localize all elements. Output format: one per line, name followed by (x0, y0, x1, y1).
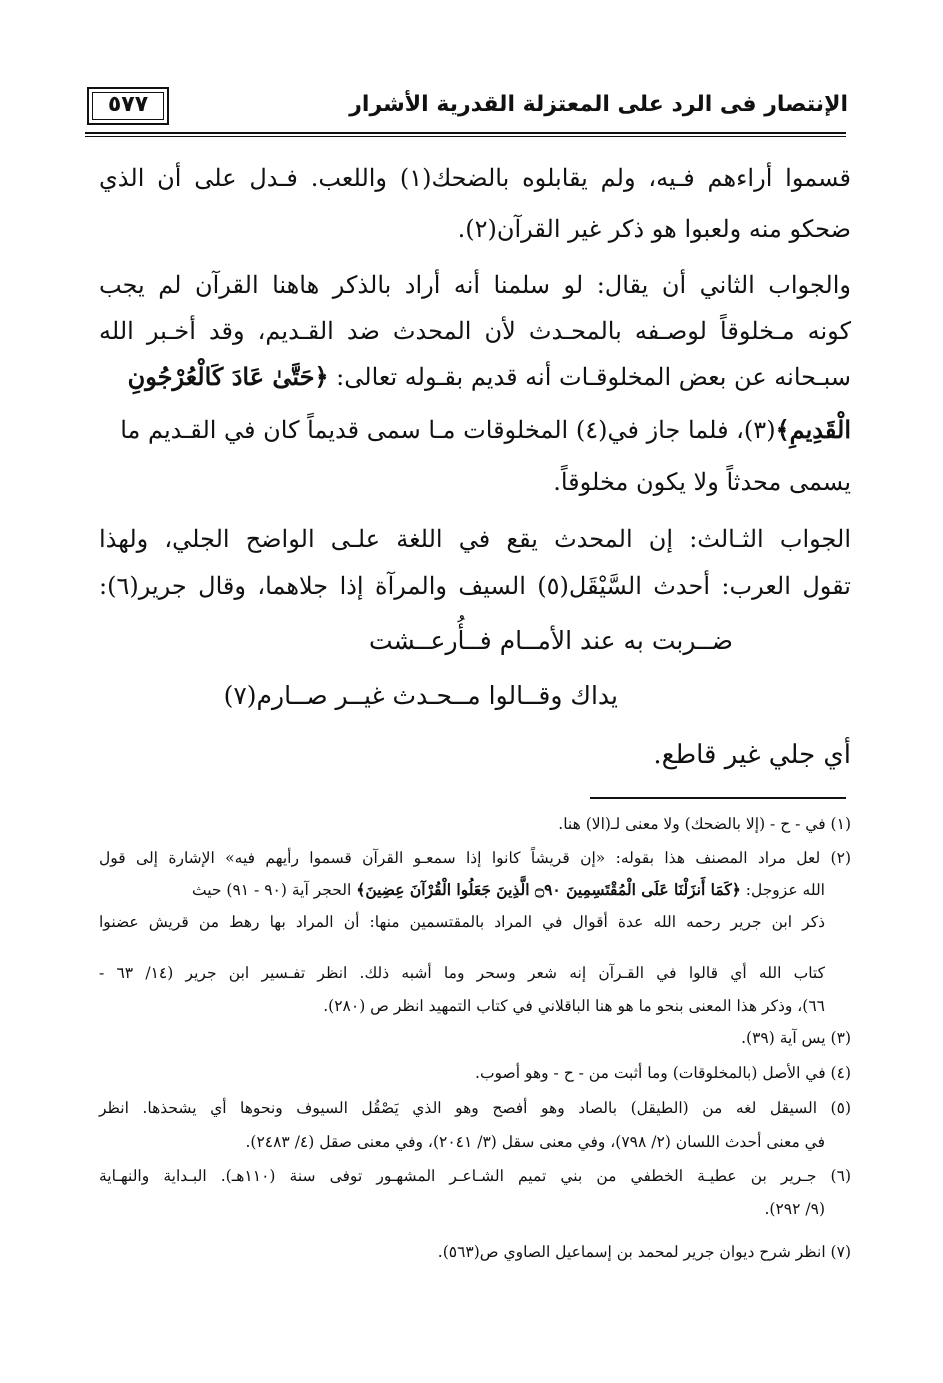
footnote: (٦) جـرير بن عطيـة الخطفي من بني تميم الشـاعـر المشهـور توفى سنة (١١٠هـ). البـداية والنهـاية (99, 1167, 851, 1185)
body-line: تقول العرب: أحدث السَّيْقَل(٥) السيف والمرآة إذا جلاهما، وقال جرير(٦): (99, 572, 851, 600)
poem-verse-line: يداك وقــالوا مــحـدث غيــر صــارم(٧) (223, 681, 618, 710)
footnote: (٧) انظر شرح ديوان جرير لمحمد بن إسماعيل الصاوي ص(٥٦٣). (437, 1243, 851, 1261)
body-text: سبـحانه عن بعض المخلوقـات أنه قديم بقـوله تعالى: (336, 363, 851, 391)
body-line: يسمى محدثاً ولا يكون مخلوقاً. (553, 468, 851, 496)
footnote-separator (590, 797, 846, 799)
body-text: (٣)، فلما جاز في(٤) المخلوقات مـا سمى قديماً كان في القـديم ما (120, 416, 776, 444)
quran-verse: ﴿كَمَا أَنزَلْنَا عَلَى الْمُقْتَسِمِينَ ۝٩٠ الَّذِينَ جَعَلُوا الْقُرْآنَ عِضِينَ﴾ (356, 880, 741, 899)
footnote: في معنى أحدث اللسان (٢/ ٧٩٨)، وفي معنى سقل (٣/ ٢٠٤١)، وفي معنى صقل (٤/ ٢٤٨٣). (245, 1133, 825, 1151)
body-line: أي جلي غير قاطع. (653, 740, 851, 770)
body-line: الجواب الثـالث: إن المحدث يقع في اللغة علـى الواضح الجلي، ولهذا (99, 525, 851, 553)
footnote: (٤) في الأصل (بالمخلوقات) وما أثبت من - ح - وهو أصوب. (475, 1064, 851, 1082)
quran-verse-end: الْقَدِيمِ﴾ (775, 415, 851, 444)
footnote-text: الله عزوجل: (745, 881, 825, 899)
footnote: كتاب الله أي قالوا في القـرآن إنه شعر وسحر وما أشبه ذلك. انظر تفـسير ابن جرير (١٤/ ٦٣ - (99, 964, 825, 982)
page-number-box (87, 87, 169, 125)
body-line (99, 357, 851, 397)
body-line: والجواب الثاني أن يقال: لو سلمنا أنه أراد بالذكر هاهنا القرآن لم يجب (99, 271, 851, 299)
footnote: (١) في - ح - (إلا بالضحك) ولا معنى لـ(الا) هنا. (558, 815, 851, 833)
quran-verse: ﴿حَتَّىٰ عَادَ كَالْعُرْجُونِ (127, 362, 329, 391)
body-line (99, 410, 851, 450)
footnote: (٥) السيقل لغه من (الطيقل) بالصاد وهو أفصح وهو الذي يَصْقُل السيوف ونحوها أي يشحذها. انظر (99, 1099, 851, 1117)
page-number: ٥٧٧ (107, 92, 149, 117)
poem-verse-line: ضــربت به عند الأمــام فــأُرعــشت (369, 626, 733, 655)
footnote: (٢) لعل مراد المصنف هذا بقوله: «إن قريشاً كانوا إذا سمعـو القرآن قسموا رأيهم فيه» الإشارة إلى قول (99, 849, 851, 867)
footnote: (٣) يس آية (٣٩). (741, 1029, 851, 1047)
footnote: ذكر ابن جرير رحمه الله عدة أقوال في المراد بالمقتسمين منها: أن المراد بها رهط من قريش عضنوا (99, 913, 825, 931)
footnote-text: الحجر آية (٩٠ - ٩١) حيث (192, 881, 352, 899)
body-line: ضحكو منه ولعبوا هو ذكر غير القرآن(٢). (457, 215, 851, 243)
body-line: قسموا أراءهم فـيه، ولم يقابلوه بالضحك(١) واللعب. فـدل على أن الذي (99, 164, 851, 192)
footnote: (٩/ ٢٩٢). (764, 1200, 825, 1218)
header-rule (85, 132, 846, 134)
running-header-title: الإنتصار فى الرد على المعتزلة القدرية الأشرار (349, 92, 848, 117)
body-line: كونه مـخلوقاً لوصـفه بالمحـدث لأن المحدث ضد القـديم، وقد أخـبر الله (99, 317, 851, 345)
footnote: ٦٦)، وذكر هذا المعنى بنحو ما هو هنا الباقلاني في كتاب التمهيد انظر ص (٢٨٠). (323, 997, 825, 1015)
header-rule-thin (85, 136, 846, 137)
footnote (99, 874, 825, 906)
